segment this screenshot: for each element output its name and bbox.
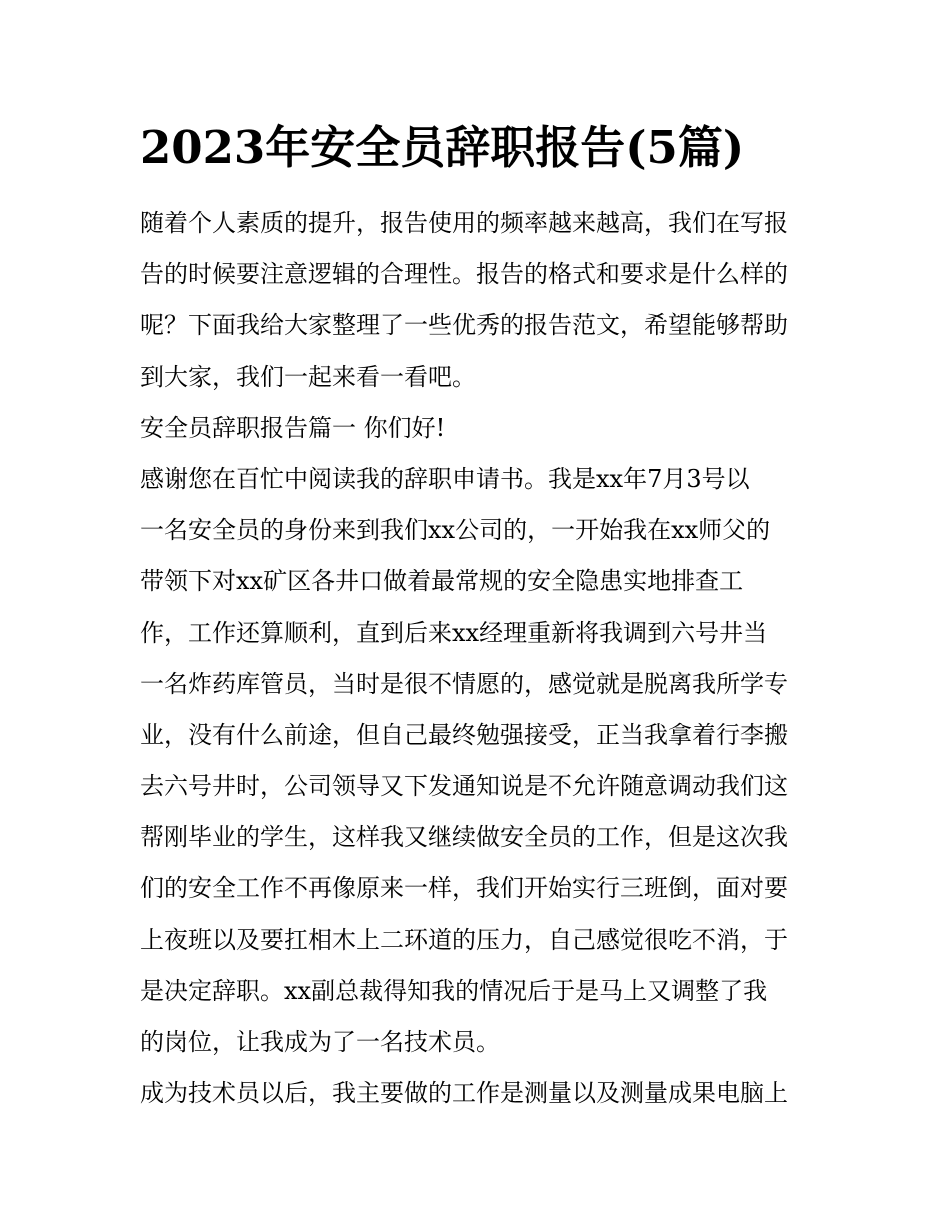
- body-line: 的岗位，让我成为了一名技术员。: [140, 1028, 500, 1056]
- body-line: 去六号井时，公司领导又下发通知说是不允许随意调动我们这: [140, 772, 788, 801]
- body-line: 呢？下面我给大家整理了一些优秀的报告范文，希望能够帮助: [140, 311, 788, 340]
- body-line: 作，工作还算顺利，直到后来xx经理重新将我调到六号井当: [140, 618, 768, 647]
- body-line: 们的安全工作不再像原来一样，我们开始实行三班倒，面对要: [140, 874, 788, 903]
- section-heading-line: 安全员辞职报告篇一 你们好!: [140, 413, 446, 442]
- body-line: 告的时候要注意逻辑的合理性。报告的格式和要求是什么样的: [140, 260, 788, 289]
- document-title: 2023年安全员辞职报告(5篇): [140, 121, 745, 174]
- body-line: 一名炸药库管员，当时是很不情愿的，感觉就是脱离我所学专: [140, 669, 788, 698]
- body-line: 业，没有什么前途，但自己最终勉强接受，正当我拿着行李搬: [140, 720, 788, 749]
- body-line: 感谢您在百忙中阅读我的辞职申请书。我是xx年7月3号以: [140, 464, 750, 493]
- body-line: 是决定辞职。xx副总裁得知我的情况后于是马上又调整了我: [140, 976, 768, 1005]
- body-line: 帮刚毕业的学生，这样我又继续做安全员的工作，但是这次我: [140, 823, 788, 852]
- body-line: 到大家，我们一起来看一看吧。: [140, 362, 476, 391]
- body-line: 随着个人素质的提升，报告使用的频率越来越高，我们在写报: [140, 209, 788, 237]
- body-line: 上夜班以及要扛相木上二环道的压力，自己感觉很吃不消，于: [140, 925, 788, 954]
- body-line: 一名安全员的身份来到我们xx公司的，一开始我在xx师父的: [140, 516, 771, 545]
- body-line: 成为技术员以后，我主要做的工作是测量以及测量成果电脑上: [140, 1079, 788, 1108]
- document-body: [140, 198, 820, 1119]
- body-line: 带领下对xx矿区各井口做着最常规的安全隐患实地排查工: [140, 567, 744, 596]
